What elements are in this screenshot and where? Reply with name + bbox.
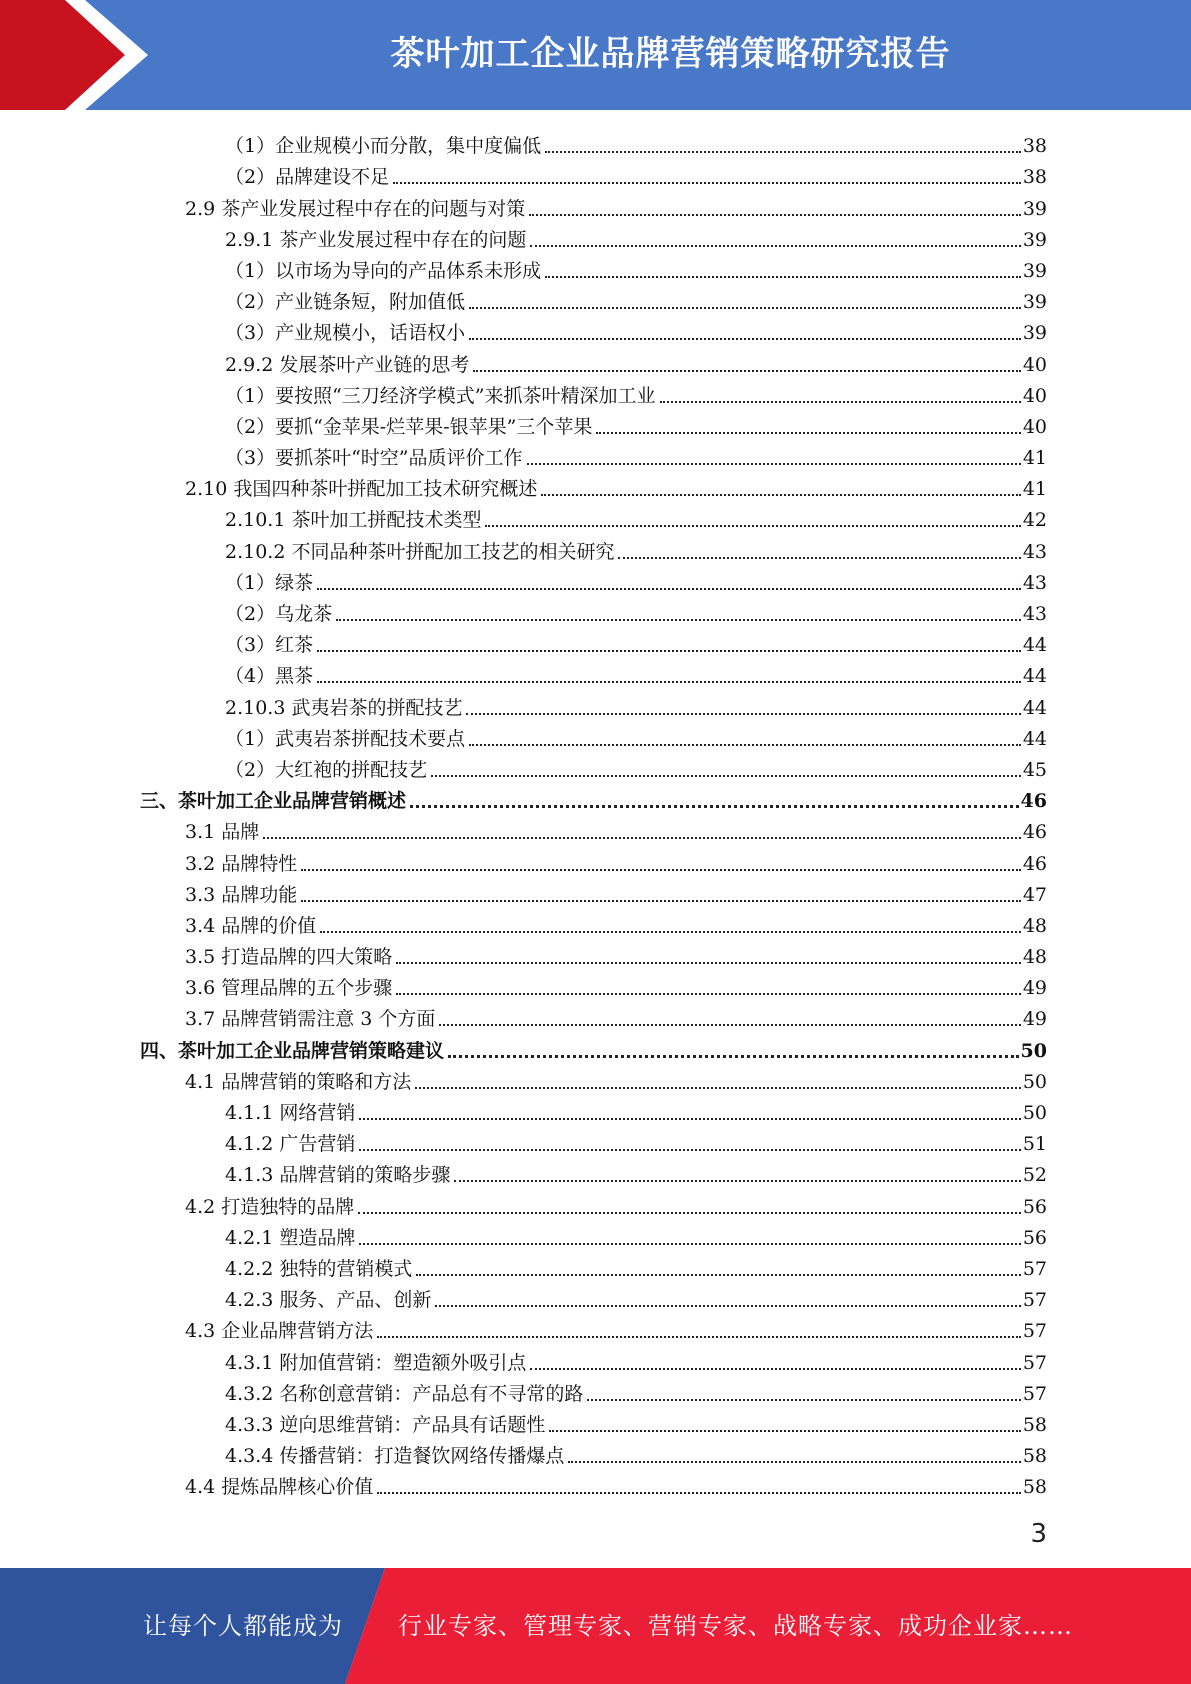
- toc-entry[interactable]: [140, 564, 1047, 595]
- toc-entry[interactable]: [140, 1312, 1047, 1343]
- toc-entry-title: 3.5 打造品牌的四大策略: [185, 946, 393, 969]
- toc-entry-title: （4）黑茶: [225, 665, 314, 688]
- toc-entry[interactable]: [140, 688, 1047, 719]
- toc-dot-leader: [263, 837, 1021, 839]
- header-band: [0, 0, 1191, 110]
- toc-entry[interactable]: [140, 1219, 1047, 1250]
- toc-dot-leader: [527, 463, 1021, 465]
- toc-entry-page: 57: [1022, 1289, 1047, 1312]
- toc-entry-page: 39: [1022, 259, 1047, 282]
- toc-entry[interactable]: [140, 1094, 1047, 1125]
- toc-entry-title: （1）绿茶: [225, 571, 314, 594]
- toc-entry-title: 3.1 品牌: [185, 821, 260, 844]
- toc-entry-title: （1）要按照“三刀经济学模式”来抓茶叶精深加工业: [225, 384, 656, 407]
- toc-entry-page: 49: [1022, 977, 1047, 1000]
- toc-dot-leader: [415, 1087, 1021, 1089]
- toc-dot-leader: [416, 1274, 1020, 1276]
- toc-dot-leader: [301, 869, 1021, 871]
- toc-entry[interactable]: [140, 1406, 1047, 1437]
- toc-dot-leader: [396, 993, 1021, 995]
- toc-entry-page: 43: [1022, 540, 1047, 563]
- toc-entry-title: 2.10.3 武夷岩茶的拼配技艺: [225, 696, 463, 719]
- toc-dot-leader: [393, 182, 1021, 184]
- toc-entry[interactable]: [140, 969, 1047, 1000]
- toc-dot-leader: [541, 494, 1020, 496]
- toc-dot-leader: [469, 307, 1021, 309]
- toc-entry-title: 2.10 我国四种茶叶拼配加工技术研究概述: [185, 478, 538, 501]
- toc-entry-title: 4.4 提炼品牌核心价值: [185, 1476, 374, 1499]
- footer-slogan-left: 让每个人都能成为: [143, 1612, 343, 1640]
- toc-entry-title: 3.2 品牌特性: [185, 852, 298, 875]
- toc-entry-title: 2.10.2 不同品种茶叶拼配加工技艺的相关研究: [225, 540, 615, 563]
- toc-entry-title: 2.9.2 发展茶叶产业链的思考: [225, 353, 470, 376]
- toc-entry-title: 4.3.1 附加值营销：塑造额外吸引点: [225, 1351, 527, 1374]
- toc-entry-page: 50: [1022, 1102, 1047, 1124]
- toc-entry-page: 44: [1022, 634, 1047, 657]
- toc-entry[interactable]: [140, 876, 1047, 907]
- toc-dot-leader: [336, 619, 1021, 621]
- toc-dot-leader: [473, 370, 1020, 372]
- toc-entry-title: 3.3 品牌功能: [185, 883, 298, 906]
- toc-dot-leader: [301, 900, 1021, 902]
- toc-entry[interactable]: [140, 314, 1047, 345]
- toc-entry-page: 40: [1022, 415, 1047, 438]
- toc-entry-page: 51: [1022, 1133, 1047, 1156]
- toc-entry[interactable]: [140, 1250, 1047, 1281]
- toc-entry-title: 4.1.3 品牌营销的策略步骤: [225, 1164, 451, 1187]
- toc-dot-leader: [454, 1180, 1020, 1182]
- toc-entry-page: 41: [1022, 447, 1047, 470]
- toc-entry-title: （2）品牌建设不足: [225, 166, 390, 189]
- toc-dot-leader: [317, 588, 1021, 590]
- toc-entry-title: （2）要抓“金苹果-烂苹果-银苹果”三个苹果: [225, 415, 593, 438]
- toc-entry[interactable]: [140, 501, 1047, 532]
- toc-entry[interactable]: [140, 1031, 1047, 1062]
- toc-entry[interactable]: [140, 813, 1047, 844]
- toc-entry-page: 57: [1022, 1257, 1047, 1280]
- toc-entry[interactable]: [140, 470, 1047, 501]
- toc-dot-leader: [660, 401, 1021, 403]
- toc-entry-page: 57: [1022, 1351, 1047, 1374]
- toc-entry[interactable]: [140, 1343, 1047, 1374]
- toc-entry[interactable]: [140, 1468, 1047, 1499]
- toc-dot-leader: [317, 681, 1021, 683]
- toc-entry-title: 4.1 品牌营销的策略和方法: [185, 1070, 412, 1093]
- toc-entry-page: 47: [1022, 883, 1047, 906]
- toc-entry-page: 39: [1022, 322, 1047, 345]
- toc-entry-page: 50: [1022, 1070, 1047, 1093]
- toc-dot-leader: [396, 962, 1021, 964]
- toc-entry[interactable]: [140, 595, 1047, 626]
- toc-entry-title: 2.9 茶产业发展过程中存在的问题与对策: [185, 197, 526, 220]
- toc-entry-title: （2）大红袍的拼配技艺: [225, 758, 428, 781]
- toc-entry-title: （1）企业规模小而分散，集中度偏低: [225, 135, 542, 158]
- toc-entry[interactable]: [140, 938, 1047, 969]
- toc-entry[interactable]: [140, 532, 1047, 563]
- toc-dot-leader: [469, 744, 1021, 746]
- toc-entry-page: 46: [1022, 821, 1047, 844]
- toc-entry-title: 3.7 品牌营销需注意 3 个方面: [185, 1008, 436, 1031]
- toc-entry-title: （1）以市场为导向的产品体系未形成: [225, 259, 542, 282]
- toc-dot-leader: [377, 1492, 1021, 1494]
- toc-entry-page: 43: [1022, 571, 1047, 594]
- toc-entry-page: 43: [1022, 603, 1047, 625]
- toc-dot-leader: [359, 1149, 1020, 1151]
- toc-dot-leader: [568, 1461, 1020, 1463]
- toc-entry[interactable]: [140, 252, 1047, 283]
- toc-entry[interactable]: [140, 1437, 1047, 1468]
- toc-entry-page: 40: [1022, 353, 1047, 376]
- toc-entry-title: 4.1.1 网络营销: [225, 1102, 356, 1124]
- toc-entry[interactable]: [140, 408, 1047, 439]
- toc-entry-title: 4.3.4 传播营销：打造餐饮网络传播爆点: [225, 1445, 565, 1468]
- toc-entry-page: 40: [1022, 384, 1047, 407]
- toc-entry-page: 58: [1022, 1445, 1047, 1468]
- toc-entry-title: 4.3 企业品牌营销方法: [185, 1320, 374, 1343]
- toc-dot-leader: [410, 805, 1019, 808]
- footer-band: [0, 1568, 1191, 1684]
- toc-entry-page: 56: [1022, 1226, 1047, 1249]
- toc-entry-title: 四、茶叶加工企业品牌营销策略建议: [140, 1039, 445, 1062]
- toc-entry[interactable]: [140, 1281, 1047, 1312]
- toc-entry-title: 2.9.1 茶产业发展过程中存在的问题: [225, 228, 527, 251]
- toc-entry-title: 2.10.1 茶叶加工拼配技术类型: [225, 509, 482, 532]
- toc-entry-page: 44: [1022, 665, 1047, 688]
- toc-entry[interactable]: [140, 221, 1047, 252]
- toc-entry-title: 4.2 打造独特的品牌: [185, 1195, 355, 1218]
- toc-entry[interactable]: [140, 657, 1047, 688]
- toc-entry-title: 三、茶叶加工企业品牌营销概述: [140, 790, 407, 813]
- toc-dot-leader: [431, 775, 1021, 777]
- toc-entry[interactable]: [140, 720, 1047, 751]
- toc-dot-leader: [377, 1336, 1021, 1338]
- toc-entry-page: 52: [1022, 1164, 1047, 1187]
- toc-dot-leader: [587, 1399, 1020, 1401]
- toc-entry[interactable]: [140, 377, 1047, 408]
- toc-entry-page: 38: [1022, 166, 1047, 189]
- toc-entry-title: （3）红茶: [225, 634, 314, 657]
- toc-entry[interactable]: [140, 158, 1047, 189]
- toc-entry-title: 4.2.3 服务、产品、创新: [225, 1289, 432, 1312]
- toc-entry-page: 57: [1022, 1382, 1047, 1405]
- toc-entry-title: （3）产业规模小，话语权小: [225, 322, 466, 345]
- toc-entry-page: 39: [1022, 197, 1047, 220]
- toc-entry[interactable]: [140, 782, 1047, 813]
- toc-entry-page: 42: [1022, 509, 1047, 532]
- toc-dot-leader: [448, 1055, 1019, 1058]
- toc-dot-leader: [545, 151, 1021, 153]
- toc-dot-leader: [435, 1305, 1020, 1307]
- toc-dot-leader: [317, 650, 1021, 652]
- toc-dot-leader: [485, 525, 1020, 527]
- toc-entry[interactable]: [140, 1000, 1047, 1031]
- toc-entry-title: （2）乌龙茶: [225, 603, 333, 625]
- toc-entry-title: 4.3.2 名称创意营销：产品总有不寻常的路: [225, 1382, 584, 1405]
- toc-entry[interactable]: [140, 626, 1047, 657]
- toc-entry-page: 50: [1020, 1039, 1047, 1062]
- toc-entry[interactable]: [140, 844, 1047, 875]
- toc-dot-leader: [545, 276, 1021, 278]
- toc-entry-page: 38: [1022, 135, 1047, 158]
- document-title: 茶叶加工企业品牌营销策略研究报告: [390, 34, 951, 74]
- toc-entry[interactable]: [140, 345, 1047, 376]
- toc-entry-page: 58: [1022, 1413, 1047, 1436]
- toc-entry-title: 3.6 管理品牌的五个步骤: [185, 977, 393, 1000]
- toc-entry[interactable]: [140, 127, 1047, 158]
- toc-dot-leader: [439, 1024, 1020, 1026]
- toc-entry[interactable]: [140, 1187, 1047, 1218]
- page-number: 3: [1030, 1519, 1047, 1549]
- header-arrow-decoration: [0, 0, 160, 110]
- toc-entry-title: 4.2.1 塑造品牌: [225, 1226, 356, 1249]
- toc-entry[interactable]: [140, 1156, 1047, 1187]
- toc-dot-leader: [618, 557, 1020, 559]
- toc-entry-page: 46: [1020, 790, 1047, 813]
- toc-entry-page: 41: [1022, 478, 1047, 501]
- toc-entry[interactable]: [140, 283, 1047, 314]
- toc-dot-leader: [549, 1430, 1020, 1432]
- toc-entry[interactable]: [140, 1063, 1047, 1094]
- toc-dot-leader: [358, 1212, 1021, 1214]
- toc-entry-page: 56: [1022, 1195, 1047, 1218]
- toc-dot-leader: [469, 338, 1021, 340]
- toc-dot-leader: [359, 1118, 1020, 1120]
- toc-dot-leader: [320, 931, 1021, 933]
- toc-entry-page: 58: [1022, 1476, 1047, 1499]
- toc-entry-title: （1）武夷岩茶拼配技术要点: [225, 727, 466, 750]
- toc-entry[interactable]: [140, 1375, 1047, 1406]
- toc-dot-leader: [359, 1243, 1020, 1245]
- toc-entry-title: 4.2.2 独特的营销模式: [225, 1257, 413, 1280]
- toc-entry-title: 4.1.2 广告营销: [225, 1133, 356, 1156]
- toc-dot-leader: [530, 1368, 1020, 1370]
- toc-entry-title: （3）要抓茶叶“时空”品质评价工作: [225, 447, 523, 470]
- toc-entry-page: 39: [1022, 291, 1047, 314]
- toc-entry-page: 44: [1022, 696, 1047, 719]
- toc-entry[interactable]: [140, 439, 1047, 470]
- toc-entry[interactable]: [140, 907, 1047, 938]
- toc-entry-page: 48: [1022, 914, 1047, 937]
- toc-entry-page: 49: [1022, 1008, 1047, 1031]
- toc-dot-leader: [596, 432, 1020, 434]
- toc-entry-page: 57: [1022, 1320, 1047, 1343]
- toc-entry-page: 48: [1022, 946, 1047, 969]
- toc-entry[interactable]: [140, 751, 1047, 782]
- toc-entry-page: 44: [1022, 727, 1047, 750]
- toc-entry[interactable]: [140, 189, 1047, 220]
- toc-dot-leader: [466, 713, 1020, 715]
- table-of-contents: [140, 127, 1047, 1499]
- toc-dot-leader: [530, 245, 1020, 247]
- toc-entry-page: 39: [1022, 228, 1047, 251]
- toc-entry-page: 46: [1022, 852, 1047, 875]
- toc-entry-page: 45: [1022, 758, 1047, 781]
- toc-entry[interactable]: [140, 1125, 1047, 1156]
- toc-entry-title: 3.4 品牌的价值: [185, 914, 317, 937]
- toc-entry-title: 4.3.3 逆向思维营销：产品具有话题性: [225, 1413, 546, 1436]
- footer-slogan-right: 行业专家、管理专家、营销专家、战略专家、成功企业家……: [398, 1612, 1073, 1640]
- toc-entry-title: （2）产业链条短，附加值低: [225, 291, 466, 314]
- toc-dot-leader: [529, 214, 1021, 216]
